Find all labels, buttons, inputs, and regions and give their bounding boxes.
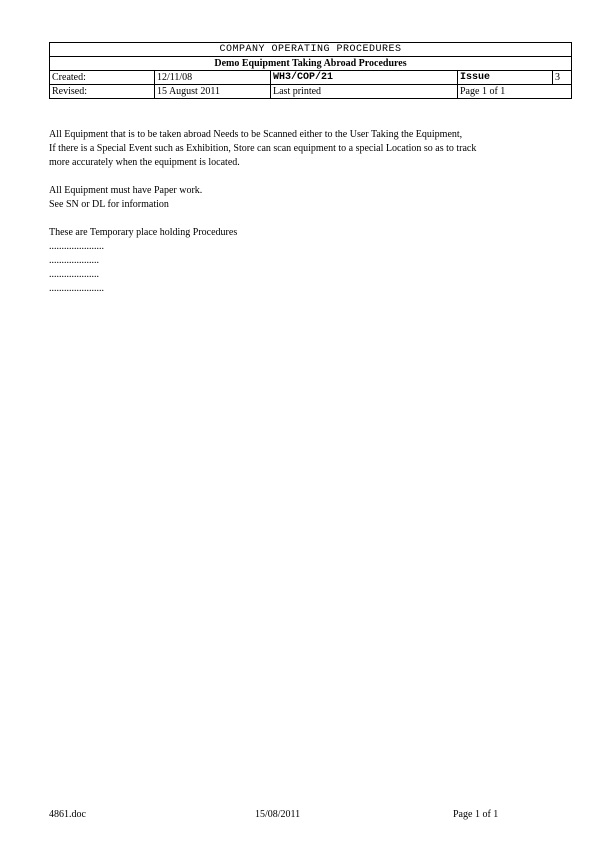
created-value: 12/11/08 <box>155 71 271 85</box>
placeholder-line: .................... <box>49 255 99 266</box>
issue-label: Issue <box>458 71 553 85</box>
header-row-created <box>50 71 572 85</box>
company-title: COMPANY OPERATING PROCEDURES <box>50 43 572 57</box>
header-row-revised <box>50 85 572 99</box>
document-body <box>49 128 569 296</box>
issue-value: 3 <box>553 71 572 85</box>
page-number-header: Page 1 of 1 <box>458 85 572 99</box>
footer-page-number: Page 1 of 1 <box>453 809 499 820</box>
header-row-company <box>50 43 572 57</box>
last-printed-label: Last printed <box>271 85 458 99</box>
placeholder-line: ...................... <box>49 283 104 294</box>
revised-value: 15 August 2011 <box>155 85 271 99</box>
footer-date: 15/08/2011 <box>255 809 301 820</box>
para3-heading: These are Temporary place holding Procedures <box>49 227 238 238</box>
created-label: Created: <box>50 71 155 85</box>
header-row-doc-title <box>50 57 572 71</box>
footer-filename: 4861.doc <box>49 809 86 820</box>
placeholder-line: .................... <box>49 269 99 280</box>
placeholder-line: ...................... <box>49 241 104 252</box>
para1-line3: more accurately when the equipment is located. <box>49 157 240 168</box>
paragraph-spacer <box>49 212 569 226</box>
revised-label: Revised: <box>50 85 155 99</box>
header-table <box>49 42 572 99</box>
para2-line1: All Equipment must have Paper work. <box>49 185 203 196</box>
para1-line1: All Equipment that is to be taken abroad Needs to be Scanned either to the User Taking the Equipment, <box>49 129 463 140</box>
document-title: Demo Equipment Taking Abroad Procedures <box>50 57 572 71</box>
para2-line2: See SN or DL for information <box>49 199 169 210</box>
para1-line2: If there is a Special Event such as Exhibition, Store can scan equipment to a special Location so as to track <box>49 143 477 154</box>
paragraph-spacer <box>49 170 569 184</box>
document-code: WH3/COP/21 <box>271 71 458 85</box>
